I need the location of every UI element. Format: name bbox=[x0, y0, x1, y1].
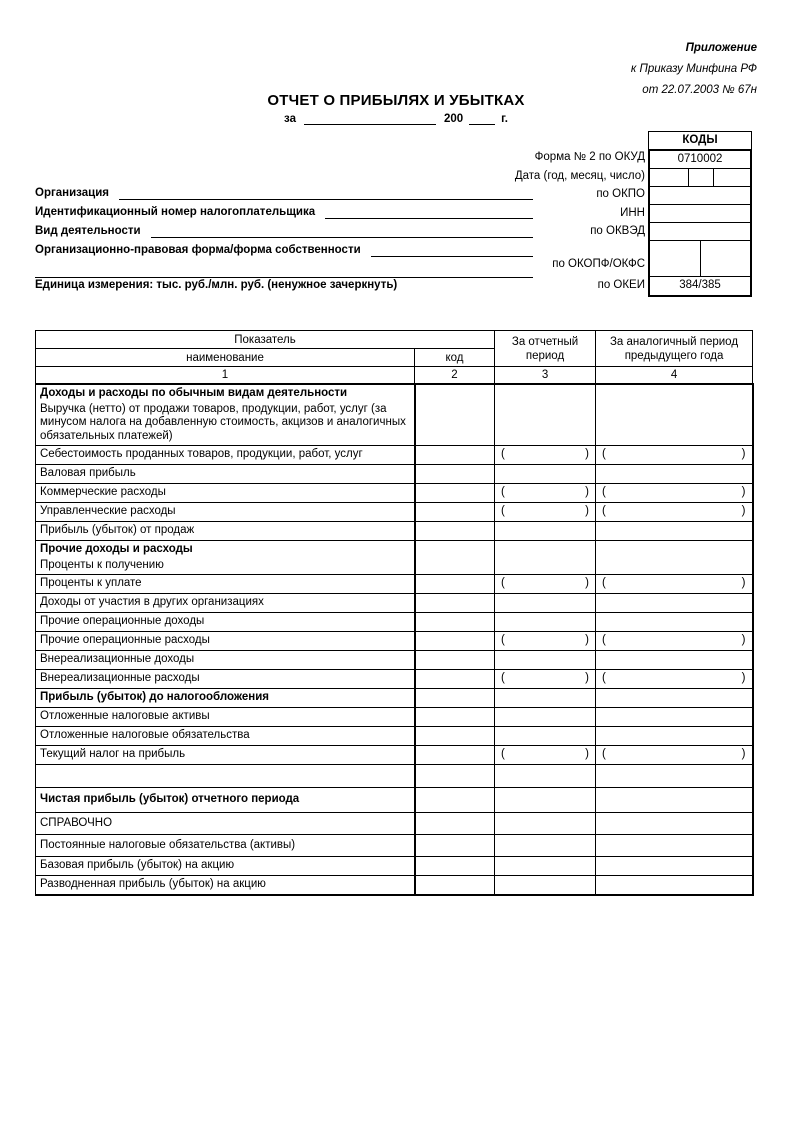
row-label: Валовая прибыль bbox=[40, 467, 136, 480]
value-cell-previous[interactable] bbox=[596, 484, 753, 503]
header-code: код bbox=[415, 349, 495, 367]
paren-close: ) bbox=[585, 634, 590, 647]
row-label-cell bbox=[36, 765, 415, 788]
table-row bbox=[36, 813, 753, 835]
row-label-cell bbox=[36, 484, 415, 503]
value-cell-current[interactable] bbox=[495, 651, 596, 670]
code-value-cell[interactable]: 0710002 bbox=[677, 153, 723, 165]
row-label: Внереализационные расходы bbox=[40, 672, 200, 685]
value-cell-previous[interactable] bbox=[596, 465, 753, 484]
code-value-cell[interactable] bbox=[650, 169, 688, 186]
value-cell-current[interactable] bbox=[495, 446, 596, 465]
code-value-cell[interactable] bbox=[713, 169, 750, 186]
paren-open: ( bbox=[602, 748, 606, 761]
period-line bbox=[35, 112, 757, 125]
value-cell-current[interactable] bbox=[495, 876, 596, 895]
table-row bbox=[36, 446, 753, 465]
row-code-cell[interactable] bbox=[415, 575, 495, 594]
row-label-cell bbox=[36, 708, 415, 727]
header-current-period: За отчетный период bbox=[495, 331, 596, 367]
form-field-row bbox=[35, 184, 533, 200]
code-value-cell[interactable] bbox=[650, 187, 750, 204]
value-cell-current[interactable] bbox=[495, 541, 596, 575]
value-cell-previous[interactable] bbox=[596, 765, 753, 788]
row-label: Прочие операционные доходы bbox=[40, 615, 205, 628]
code-label: по ОКВЭД bbox=[590, 225, 645, 237]
header-previous-period: За аналогичный период предыдущего года bbox=[596, 331, 753, 367]
row-label: Себестоимость проданных товаров, продукции, работ, услуг bbox=[40, 448, 363, 461]
fill-in-underline[interactable] bbox=[151, 225, 533, 238]
row-label: Отложенные налоговые активы bbox=[40, 710, 210, 723]
row-section-title: Прочие доходы и расходы bbox=[40, 543, 193, 555]
value-cell-previous[interactable] bbox=[596, 746, 753, 765]
paren-close: ) bbox=[741, 672, 746, 685]
row-label-cell bbox=[36, 503, 415, 522]
row-label-cell bbox=[36, 632, 415, 651]
row-label: Постоянные налоговые обязательства (активы) bbox=[40, 838, 296, 851]
value-cell-previous[interactable] bbox=[596, 575, 753, 594]
row-code-cell[interactable] bbox=[415, 813, 495, 835]
code-value-cell[interactable] bbox=[650, 205, 750, 222]
value-cell-previous[interactable] bbox=[596, 503, 753, 522]
value-cell-current[interactable] bbox=[495, 594, 596, 613]
fill-in-underline[interactable] bbox=[371, 244, 533, 257]
value-cell-previous[interactable] bbox=[596, 727, 753, 746]
value-cell-previous[interactable] bbox=[596, 813, 753, 835]
appendix-line: от 22.07.2003 № 67н bbox=[642, 84, 757, 96]
appendix-line: к Приказу Минфина РФ bbox=[630, 63, 757, 75]
table-row bbox=[36, 594, 753, 613]
row-code-cell[interactable] bbox=[415, 594, 495, 613]
code-row bbox=[650, 277, 750, 295]
code-row bbox=[650, 241, 750, 277]
row-section-title: Доходы и расходы по обычным видам деятельности bbox=[40, 387, 348, 399]
form-field-label: Вид деятельности bbox=[35, 225, 141, 237]
row-label: Прочие операционные расходы bbox=[40, 634, 210, 647]
fill-in-underline[interactable] bbox=[325, 206, 533, 219]
value-cell-current[interactable] bbox=[495, 689, 596, 708]
code-row bbox=[650, 187, 750, 205]
appendix-line: Приложение bbox=[685, 42, 757, 54]
row-label-cell bbox=[36, 746, 415, 765]
paren-close: ) bbox=[741, 577, 746, 590]
row-label: Коммерческие расходы bbox=[40, 486, 166, 499]
table-row bbox=[36, 788, 753, 813]
form-field-row bbox=[35, 241, 533, 257]
value-cell-current[interactable] bbox=[495, 788, 596, 813]
code-value-cell[interactable] bbox=[650, 223, 750, 240]
row-section-title: Чистая прибыль (убыток) отчетного периода bbox=[40, 793, 300, 806]
value-cell-previous[interactable] bbox=[596, 689, 753, 708]
value-cell-previous[interactable] bbox=[596, 613, 753, 632]
value-cell-previous[interactable] bbox=[596, 632, 753, 651]
row-section-title: Прибыль (убыток) до налогообложения bbox=[40, 691, 269, 704]
code-value-cell[interactable] bbox=[700, 241, 751, 276]
form-field-row bbox=[35, 222, 533, 238]
value-cell-current[interactable] bbox=[495, 835, 596, 857]
value-cell-current[interactable] bbox=[495, 465, 596, 484]
table-row bbox=[36, 465, 753, 484]
value-cell-previous[interactable] bbox=[596, 857, 753, 876]
table-row bbox=[36, 484, 753, 503]
row-code-cell[interactable] bbox=[415, 541, 495, 575]
paren-close: ) bbox=[585, 672, 590, 685]
value-cell-current[interactable] bbox=[495, 765, 596, 788]
paren-close: ) bbox=[585, 748, 590, 761]
value-cell-previous[interactable] bbox=[596, 708, 753, 727]
value-cell-current[interactable] bbox=[495, 613, 596, 632]
row-label: Текущий налог на прибыль bbox=[40, 748, 186, 761]
row-label-cell bbox=[36, 670, 415, 689]
table-row bbox=[36, 632, 753, 651]
value-cell-current[interactable] bbox=[495, 503, 596, 522]
code-label: Форма № 2 по ОКУД bbox=[534, 151, 645, 163]
main-table bbox=[35, 330, 754, 896]
row-label: СПРАВОЧНО bbox=[40, 816, 113, 829]
row-code-cell[interactable] bbox=[415, 727, 495, 746]
paren-close: ) bbox=[585, 448, 590, 461]
paren-open: ( bbox=[602, 672, 606, 685]
row-code-cell[interactable] bbox=[415, 484, 495, 503]
codes-values bbox=[648, 149, 752, 297]
table-row bbox=[36, 503, 753, 522]
row-code-cell[interactable] bbox=[415, 689, 495, 708]
table-row bbox=[36, 857, 753, 876]
row-label-cell bbox=[36, 813, 415, 835]
value-cell-current[interactable] bbox=[495, 670, 596, 689]
row-code-cell[interactable] bbox=[415, 384, 495, 446]
row-code-cell[interactable] bbox=[415, 446, 495, 465]
row-code-cell[interactable] bbox=[415, 632, 495, 651]
code-label: по ОКОПФ/ОКФС bbox=[552, 258, 645, 270]
row-label-cell bbox=[36, 651, 415, 670]
row-label: Базовая прибыль (убыток) на акцию bbox=[40, 859, 235, 872]
code-row bbox=[650, 151, 750, 169]
row-label-cell bbox=[36, 446, 415, 465]
row-label-cell bbox=[36, 613, 415, 632]
code-value-cell[interactable] bbox=[688, 169, 713, 186]
code-value-cell[interactable]: 384/385 bbox=[679, 279, 721, 291]
paren-open: ( bbox=[501, 634, 505, 647]
row-label: Отложенные налоговые обязательства bbox=[40, 729, 250, 742]
paren-open: ( bbox=[501, 577, 505, 590]
row-code-cell[interactable] bbox=[415, 708, 495, 727]
year-fill-field[interactable] bbox=[469, 112, 495, 125]
row-label: Проценты к получению bbox=[40, 558, 164, 571]
row-label-cell bbox=[36, 465, 415, 484]
row-label-cell bbox=[36, 522, 415, 541]
table-row bbox=[36, 835, 753, 857]
code-row bbox=[650, 223, 750, 241]
value-cell-previous[interactable] bbox=[596, 788, 753, 813]
value-cell-previous[interactable] bbox=[596, 594, 753, 613]
row-code-cell[interactable] bbox=[415, 522, 495, 541]
value-cell-previous[interactable] bbox=[596, 876, 753, 895]
code-value-cell[interactable] bbox=[650, 241, 700, 276]
row-label-cell bbox=[36, 594, 415, 613]
value-cell-previous[interactable] bbox=[596, 384, 753, 446]
value-cell-current[interactable] bbox=[495, 857, 596, 876]
paren-open: ( bbox=[501, 505, 505, 518]
row-code-cell[interactable] bbox=[415, 746, 495, 765]
paren-close: ) bbox=[585, 505, 590, 518]
row-label: Внереализационные доходы bbox=[40, 653, 195, 666]
value-cell-current[interactable] bbox=[495, 384, 596, 446]
table-row bbox=[36, 765, 753, 788]
value-cell-previous[interactable] bbox=[596, 522, 753, 541]
paren-close: ) bbox=[585, 486, 590, 499]
table-row bbox=[36, 670, 753, 689]
period-century: 200 bbox=[443, 113, 464, 125]
period-suffix: г. bbox=[501, 113, 508, 125]
table-row bbox=[36, 384, 753, 446]
row-label-cell bbox=[36, 384, 415, 446]
table-row bbox=[36, 613, 753, 632]
value-cell-current[interactable] bbox=[495, 522, 596, 541]
period-fill-field[interactable] bbox=[304, 112, 436, 125]
form-field-label: Единица измерения: тыс. руб./млн. руб. (ненужное зачеркнуть) bbox=[35, 279, 398, 291]
paren-open: ( bbox=[501, 448, 505, 461]
row-code-cell[interactable] bbox=[415, 613, 495, 632]
value-cell-previous[interactable] bbox=[596, 670, 753, 689]
value-cell-current[interactable] bbox=[495, 484, 596, 503]
paren-open: ( bbox=[602, 634, 606, 647]
row-label: Разводненная прибыль (убыток) на акцию bbox=[40, 878, 266, 890]
row-label-cell bbox=[36, 857, 415, 876]
row-label-cell bbox=[36, 541, 415, 575]
code-label: по ОКПО bbox=[596, 188, 645, 200]
row-label-cell bbox=[36, 727, 415, 746]
row-code-cell[interactable] bbox=[415, 835, 495, 857]
row-code-cell[interactable] bbox=[415, 503, 495, 522]
period-prefix: за bbox=[284, 113, 296, 125]
col-number: 3 bbox=[495, 367, 596, 385]
row-code-cell[interactable] bbox=[415, 765, 495, 788]
paren-open: ( bbox=[602, 577, 606, 590]
row-label-cell bbox=[36, 689, 415, 708]
paren-close: ) bbox=[585, 577, 590, 590]
fill-in-underline[interactable] bbox=[119, 187, 533, 200]
value-cell-current[interactable] bbox=[495, 575, 596, 594]
value-cell-previous[interactable] bbox=[596, 541, 753, 575]
row-label-cell bbox=[36, 788, 415, 813]
paren-open: ( bbox=[501, 672, 505, 685]
form-field-row bbox=[35, 203, 533, 219]
col-number: 2 bbox=[415, 367, 495, 385]
paren-open: ( bbox=[602, 486, 606, 499]
form-field-label: Организационно-правовая форма/форма собственности bbox=[35, 244, 361, 256]
table-row bbox=[36, 522, 753, 541]
value-cell-current[interactable] bbox=[495, 746, 596, 765]
value-cell-previous[interactable] bbox=[596, 651, 753, 670]
row-label: Выручка (нетто) от продажи товаров, продукции, работ, услуг (за минусом налога на добавленную стоимость, акцизов и аналогичных обязательных платежей) bbox=[40, 402, 406, 442]
code-label: Дата (год, месяц, число) bbox=[514, 170, 645, 182]
value-cell-previous[interactable] bbox=[596, 835, 753, 857]
table-row bbox=[36, 708, 753, 727]
value-cell-current[interactable] bbox=[495, 727, 596, 746]
paren-close: ) bbox=[741, 748, 746, 761]
paren-open: ( bbox=[602, 448, 606, 461]
row-code-cell[interactable] bbox=[415, 788, 495, 813]
header-indicator: Показатель bbox=[36, 331, 495, 349]
row-label-cell bbox=[36, 835, 415, 857]
table-row bbox=[36, 575, 753, 594]
table-row bbox=[36, 876, 753, 895]
paren-close: ) bbox=[741, 505, 746, 518]
form-field-label: Организация bbox=[35, 187, 109, 199]
row-code-cell[interactable] bbox=[415, 876, 495, 895]
row-code-cell[interactable] bbox=[415, 651, 495, 670]
row-label-cell bbox=[36, 876, 415, 895]
row-code-cell[interactable] bbox=[415, 465, 495, 484]
row-code-cell[interactable] bbox=[415, 670, 495, 689]
paren-close: ) bbox=[741, 486, 746, 499]
page-title: ОТЧЕТ О ПРИБЫЛЯХ И УБЫТКАХ bbox=[267, 92, 525, 109]
row-label: Доходы от участия в других организациях bbox=[40, 596, 264, 609]
value-cell-current[interactable] bbox=[495, 632, 596, 651]
row-label: Прибыль (убыток) от продаж bbox=[40, 524, 195, 537]
header-name: наименование bbox=[36, 349, 415, 367]
col-number: 1 bbox=[36, 367, 415, 385]
table-row bbox=[36, 689, 753, 708]
paren-open: ( bbox=[602, 505, 606, 518]
row-label: Управленческие расходы bbox=[40, 505, 176, 518]
paren-open: ( bbox=[501, 748, 505, 761]
code-label: по ОКЕИ bbox=[597, 279, 645, 291]
row-label: Проценты к уплате bbox=[40, 577, 142, 590]
form-field-row bbox=[35, 276, 533, 292]
row-label-cell bbox=[36, 575, 415, 594]
code-row bbox=[650, 169, 750, 187]
codes-header: КОДЫ bbox=[648, 131, 752, 150]
value-cell-current[interactable] bbox=[495, 708, 596, 727]
value-cell-previous[interactable] bbox=[596, 446, 753, 465]
col-number: 4 bbox=[596, 367, 753, 385]
table-row bbox=[36, 651, 753, 670]
code-label: ИНН bbox=[620, 207, 645, 219]
table-row bbox=[36, 727, 753, 746]
code-row bbox=[650, 205, 750, 223]
paren-close: ) bbox=[741, 634, 746, 647]
table-row bbox=[36, 541, 753, 575]
form-field-label: Идентификационный номер налогоплательщика bbox=[35, 206, 316, 218]
paren-open: ( bbox=[501, 486, 505, 499]
row-code-cell[interactable] bbox=[415, 857, 495, 876]
value-cell-current[interactable] bbox=[495, 813, 596, 835]
paren-close: ) bbox=[741, 448, 746, 461]
table-row bbox=[36, 746, 753, 765]
